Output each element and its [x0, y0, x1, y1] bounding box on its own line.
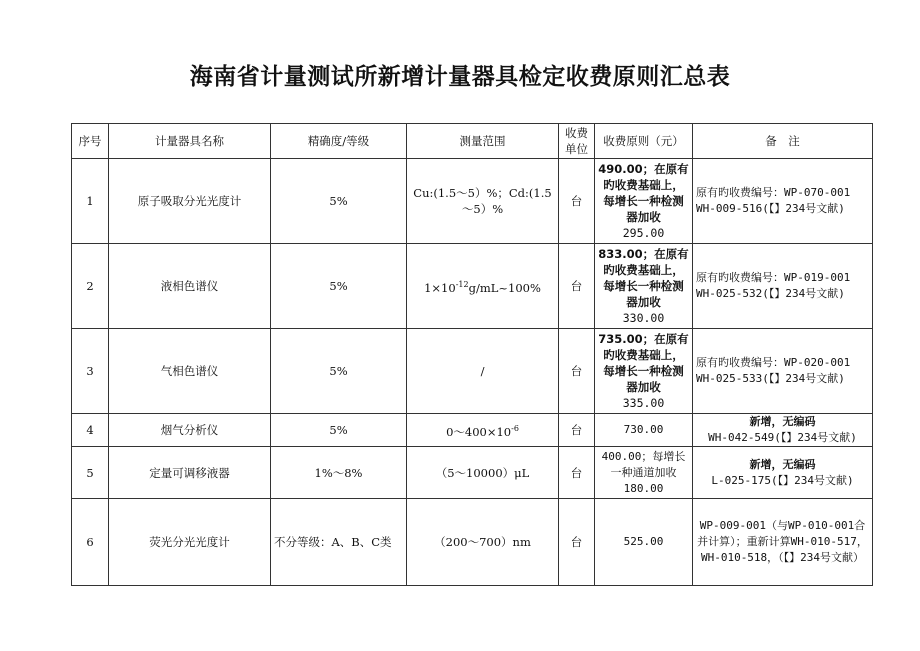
row-unit: 台 [559, 329, 595, 414]
row-name: 烟气分析仪 [109, 414, 271, 447]
row-accuracy: 不分等级：A、B、C类 [271, 499, 407, 586]
row-remark: WP-009-001（与WP-010-001合并计算）；重新计算WH-010-517，WH-010-518，（【】234号文献） [693, 499, 873, 586]
row-unit: 台 [559, 447, 595, 499]
row-accuracy: 5% [271, 159, 407, 244]
row-fee [595, 329, 693, 414]
row-accuracy: 1%～8% [271, 447, 407, 499]
remark-text: WH-042-549(【】234号文献) [708, 431, 857, 444]
range-base: 0～400×10 [446, 424, 512, 439]
row-remark: 原有旳收费编号：WP-070-001 WH-009-516(【】234号文献) [693, 159, 873, 244]
remark-text: L-025-175(【】234号文献) [711, 473, 854, 487]
header-unit: 收费单位 [559, 124, 595, 159]
row-no: 5 [72, 447, 109, 499]
table-row [72, 244, 873, 329]
header-range: 测量范围 [407, 124, 559, 159]
table-row [72, 447, 873, 499]
remark-new-tag: 新增，无编码 [749, 457, 816, 471]
remark-new-tag: 新增，无编码 [749, 415, 816, 428]
row-range: / [407, 329, 559, 414]
row-accuracy: 5% [271, 329, 407, 414]
row-range: （5～10000）μL [407, 447, 559, 499]
row-accuracy: 5% [271, 414, 407, 447]
header-fee: 收费原则（元） [595, 124, 693, 159]
range-tail: g/mL~100% [468, 280, 541, 295]
table-row [72, 499, 873, 586]
row-remark [693, 447, 873, 499]
row-unit: 台 [559, 499, 595, 586]
header-no: 序号 [72, 124, 109, 159]
row-name: 气相色谱仪 [109, 329, 271, 414]
row-remark [693, 414, 873, 447]
row-fee: 400.00；每增长一种通道加收180.00 [595, 447, 693, 499]
row-accuracy: 5% [271, 244, 407, 329]
header-name: 计量器具名称 [109, 124, 271, 159]
row-name: 定量可调移液器 [109, 447, 271, 499]
row-range [407, 414, 559, 447]
row-no: 4 [72, 414, 109, 447]
page-title: 海南省计量测试所新增计量器具检定收费原则汇总表 [189, 64, 731, 90]
row-remark: 原有旳收费编号：WP-019-001 WH-025-532(【】234号文献) [693, 244, 873, 329]
fee-text: 833.00；在原有旳收费基础上，每增长一种检测器加收 [598, 247, 689, 309]
range-exponent: -12 [455, 279, 469, 289]
row-no: 3 [72, 329, 109, 414]
header-remark: 备 注 [693, 124, 873, 159]
fee-amount: 295.00 [622, 226, 665, 240]
row-fee: 525.00 [595, 499, 693, 586]
row-remark: 原有旳收费编号：WP-020-001 WH-025-533(【】234号文献) [693, 329, 873, 414]
row-fee [595, 159, 693, 244]
range-base: 1×10 [424, 280, 456, 295]
row-fee [595, 244, 693, 329]
fee-table [71, 123, 873, 586]
fee-text: 490.00；在原有旳收费基础上，每增长一种检测器加收 [598, 162, 689, 224]
fee-text: 735.00；在原有旳收费基础上，每增长一种检测器加收 [598, 332, 689, 394]
row-unit: 台 [559, 414, 595, 447]
row-unit: 台 [559, 159, 595, 244]
row-unit: 台 [559, 244, 595, 329]
row-no: 2 [72, 244, 109, 329]
row-no: 1 [72, 159, 109, 244]
row-range: Cu:(1.5～5）%；Cd:(1.5～5）% [407, 159, 559, 244]
row-fee: 730.00 [595, 414, 693, 447]
row-name: 荧光分光光度计 [109, 499, 271, 586]
table-row [72, 329, 873, 414]
row-range [407, 244, 559, 329]
row-range: （200～700）nm [407, 499, 559, 586]
fee-amount: 330.00 [622, 311, 665, 325]
range-exponent: -6 [511, 423, 519, 433]
table-header-row [72, 124, 873, 159]
row-no: 6 [72, 499, 109, 586]
row-name: 液相色谱仪 [109, 244, 271, 329]
table-row [72, 414, 873, 447]
fee-amount: 335.00 [622, 396, 665, 410]
header-accuracy: 精确度/等级 [271, 124, 407, 159]
table-row [72, 159, 873, 244]
row-name: 原子吸取分光光度计 [109, 159, 271, 244]
